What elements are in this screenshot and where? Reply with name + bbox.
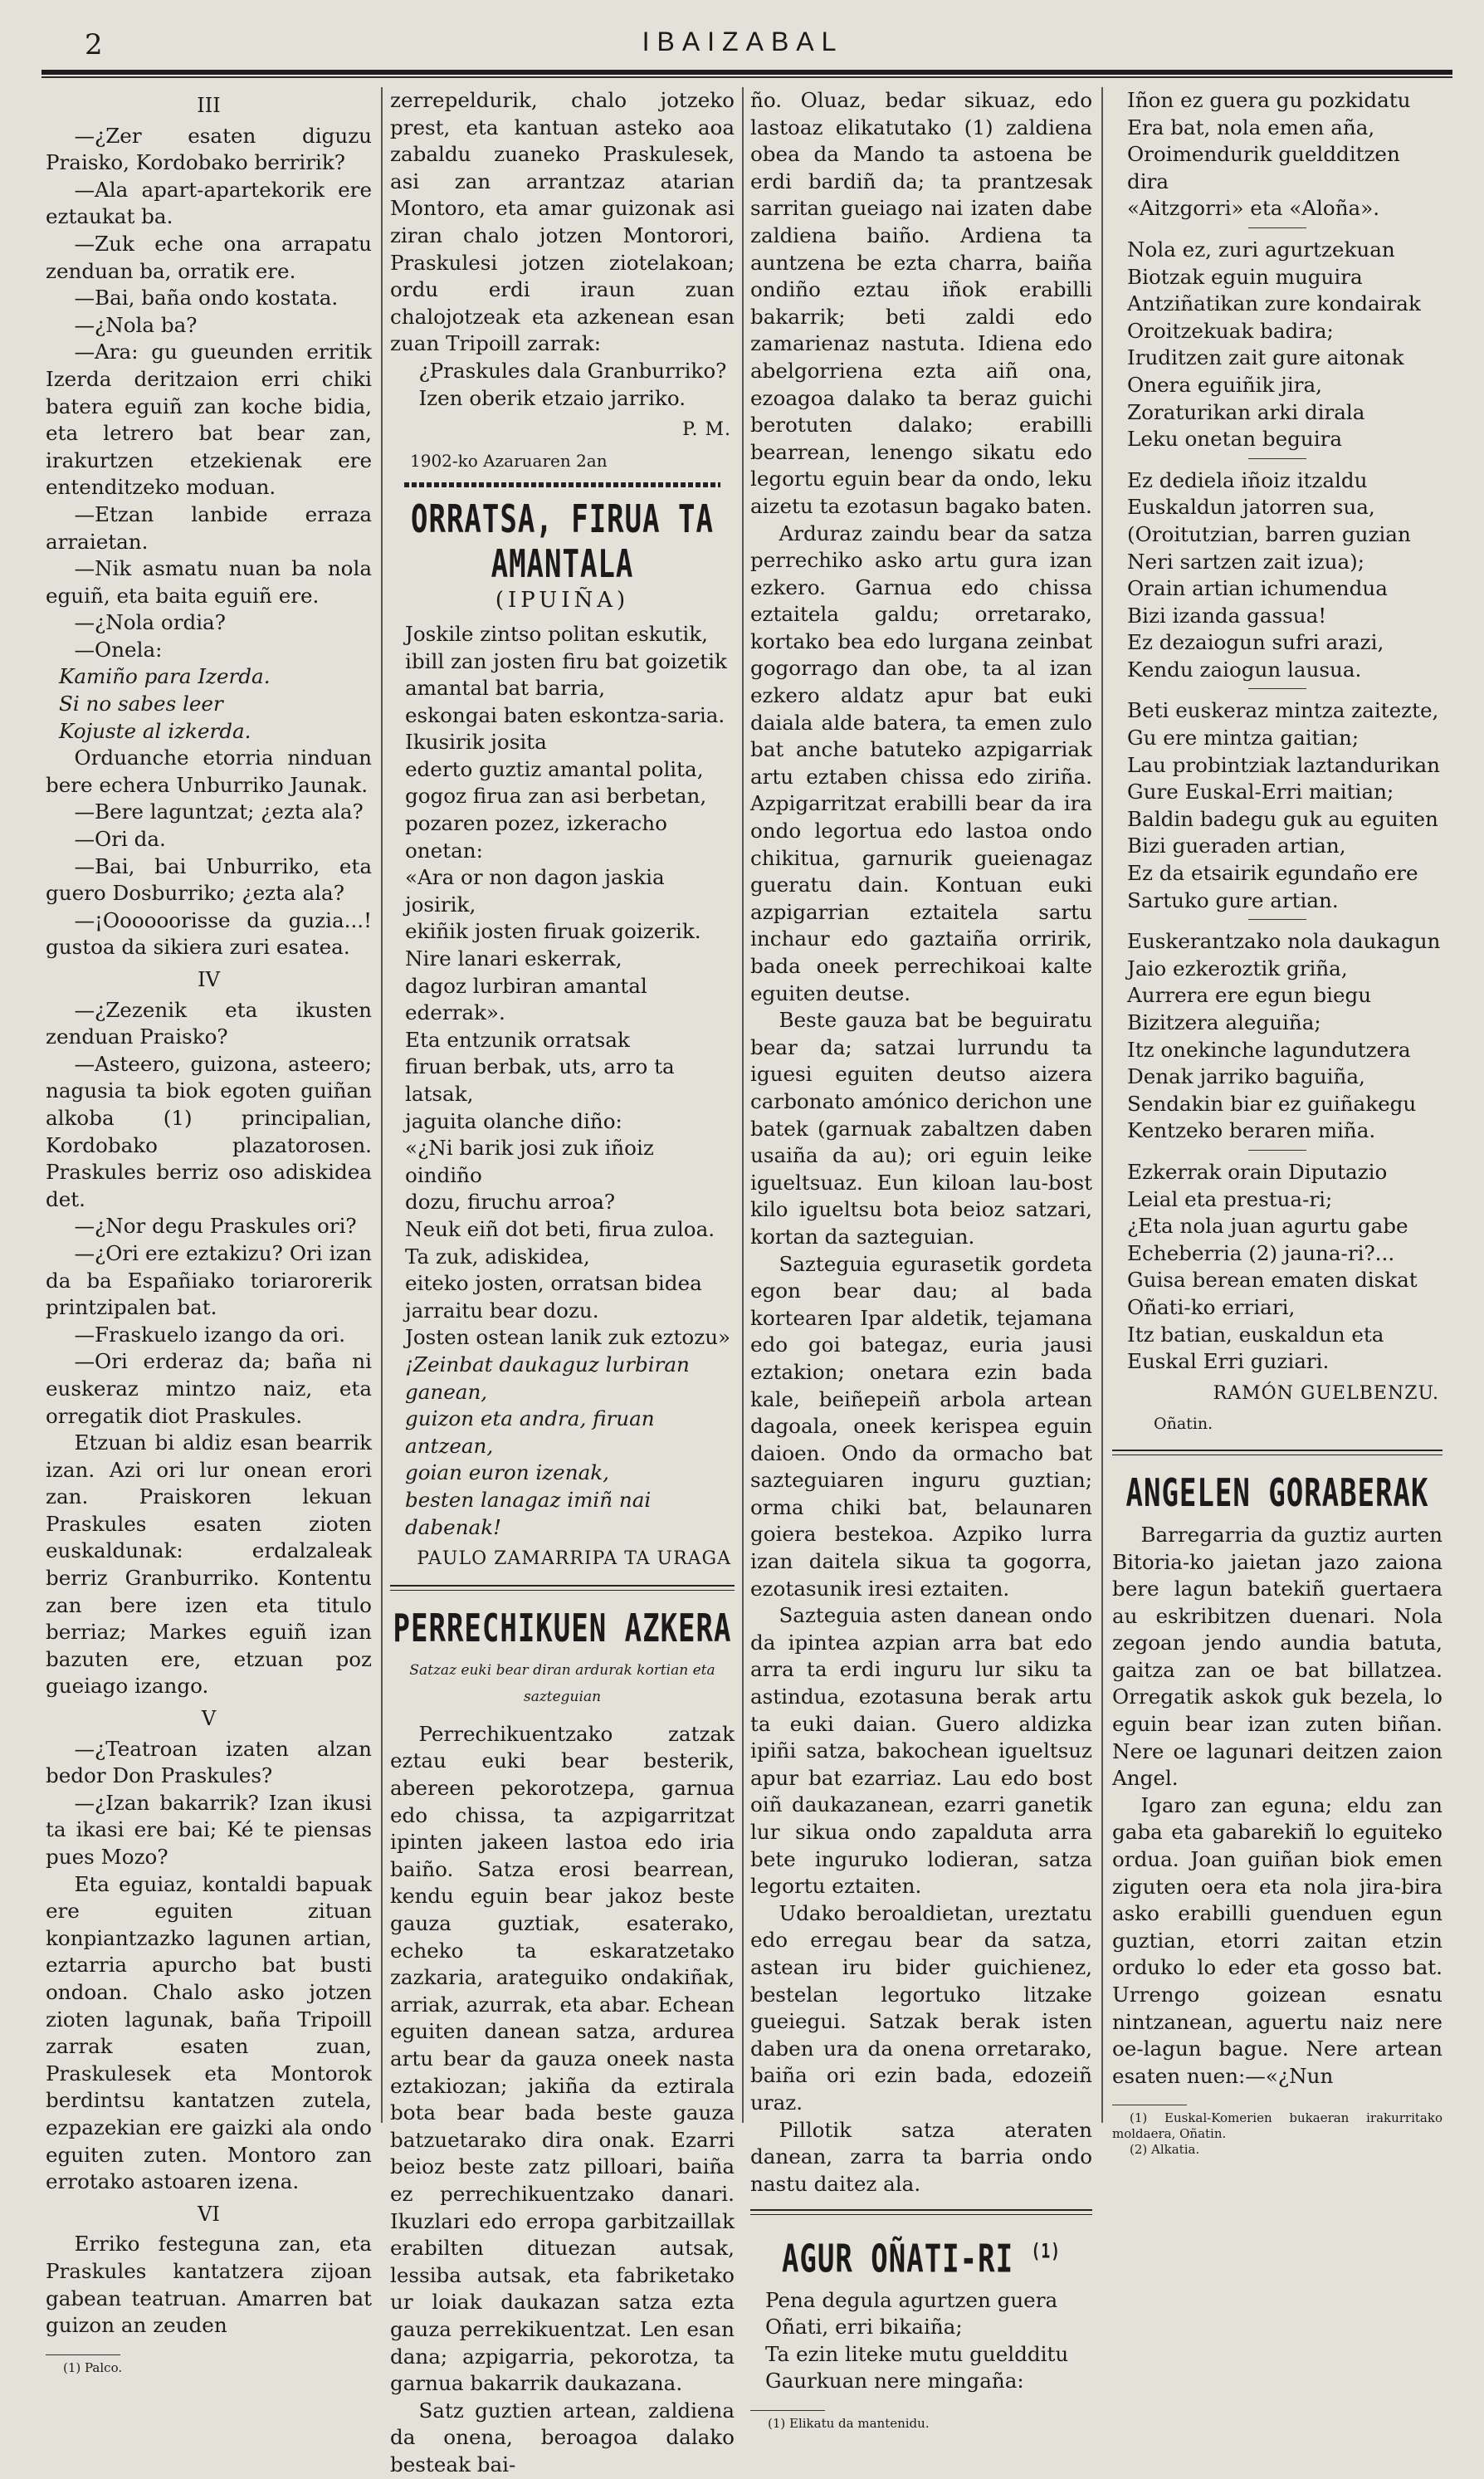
poem-line: Kendu zaiogun lausua. [1127, 657, 1362, 682]
poem-line: Denak jarriko baguiña, [1127, 1064, 1365, 1089]
section-number: III [197, 94, 221, 117]
poem-line: Sendakin biar ez guiñakegu [1127, 1091, 1417, 1116]
column-3 [750, 87, 1092, 2432]
poem-line: Baldin badegu guk au eguiten [1127, 806, 1438, 831]
poem-line: Aurrera ere egun biegu [1127, 983, 1372, 1008]
poem-line: Itz onekinche lagundutzera [1127, 1037, 1411, 1062]
paragraph: —Fraskuelo izango da ori. [74, 1322, 346, 1347]
poem-title [750, 2230, 1092, 2282]
poem-stanza [1112, 237, 1443, 453]
poem-line: (Oroitutzian, barren guzian [1127, 521, 1411, 546]
sign-line: Kojuste al izkerda. [59, 718, 251, 743]
column-divider [1101, 87, 1103, 2123]
verse-line: Izen oberik etzaio jarriko. [418, 385, 686, 410]
poem-line: Neri sartzen zait izua); [1127, 549, 1364, 574]
poem-body [750, 2287, 1092, 2395]
article-title: ANGELEN GORABERAK [1125, 1470, 1429, 1516]
poem-line: «Ara or non dagon jaskia josirik, [405, 865, 665, 917]
poem-author: RAMÓN GUELBENZU. [1213, 1382, 1439, 1404]
poem-line: dagoz lurbiran amantal ederrak». [405, 973, 647, 1025]
date-line: 1902-ko Azaruaren 2an [410, 450, 608, 471]
poem-line: Leial eta prestua-ri; [1127, 1186, 1333, 1211]
footnote: (1) Euskal-Komerien bukaeran irakurritako moldaera, Oñatin. [1112, 2110, 1443, 2142]
section-number: VI [198, 2202, 220, 2226]
dialogue-line: —Bere laguntzat; ¿ezta ala? [74, 799, 364, 824]
place-line: Oñatin. [1154, 1415, 1213, 1434]
paragraph: Arduraz zaindu bear da satza perrechiko asko artu gura izan ezkero. Garnua edo chissa eztaitela galdu; orretarako, kortako bea edo lurgana zeinbat gogorrago dan obe, ta al izan ezkero aldatz apur bat euki daiala alde batera, ta emen zulo bat anche batuteko azpigarriak artu eztaben chissa edo ziriña. Azpigarritzat erabilli bear da ira ondo legortua edo lastoa ondo chikitua, garnurik gueienagaz gueratu dain. Kontuan euki azpigarrian eztaitela sartu inchaur edo gaztaiña orririk, bada oneek perrechikoai kalte eguiten deutse. [750, 521, 1092, 1005]
poem-line: Biotzak eguin muguira [1127, 264, 1363, 289]
paragraph: Pillotik satza ateraten danean, zarra ta barria ondo nastu daitez ala. [750, 2117, 1092, 2196]
poem-line: firuan berbak, uts, arro ta latsak, [405, 1054, 675, 1106]
paragraph: —¿Nor degu Praskules ori? [74, 1214, 357, 1239]
masthead: IBAIZABAL [642, 27, 844, 56]
stanza-separator [1248, 1150, 1306, 1151]
poem-line: Jaio ezkeroztik griña, [1127, 956, 1348, 980]
paragraph: —¿Teatroan izaten alzan bedor Don Praskules? [46, 1736, 372, 1788]
paragraph: —¿Ori ere eztakizu? Ori izan da ba Españiako toriarorerik printzipalen bat. [46, 1240, 372, 1320]
poem-line: Iruditzen zait gure aitonak [1127, 345, 1404, 370]
poem-line: Onera eguiñik jira, [1127, 372, 1322, 397]
dialogue-line: —Zuk eche ona arrapatu zenduan ba, orratik ere. [46, 231, 372, 283]
paragraph: Satz guztien artean, zaldiena da onena, beroagoa dalako besteak bai- [390, 2398, 735, 2477]
paragraph: Udako beroaldietan, ureztatu edo erregau bear da satza, astean iru bider guichienez, bestelan legortuko litzake gueiegui. Satzak berak isten daben ura da onena orretarako, baiña ori ezin bada, edozeiñ uraz. [750, 1900, 1092, 2115]
poem-line: jaguita olanche diño: [405, 1108, 622, 1133]
paragraph: —¿Zezenik eta ikusten zenduan Praisko? [46, 997, 372, 1049]
poem-line: Nola ez, zuri agurtzekuan [1127, 237, 1395, 262]
section-number: IV [198, 968, 220, 991]
poem-line: Itz batian, euskaldun eta [1127, 1322, 1384, 1347]
poem-line: Kentzeko beraren miña. [1127, 1118, 1376, 1143]
section-rule [750, 2209, 1092, 2215]
poem-stanza [1112, 697, 1443, 914]
poem-line: «Aitzgorri» eta «Aloña». [1127, 196, 1380, 221]
poem-line: amantal bat barria, [405, 676, 606, 701]
sign-text [46, 663, 372, 745]
poem-line: Ez da etsairik egundaño ere [1127, 861, 1418, 886]
poem-line: ekiñik josten firuak goizerik. [405, 919, 701, 944]
ornamental-rule [404, 482, 721, 487]
paragraph: Etzuan bi aldiz esan bearrik izan. Azi ori lur onean erori zan. Praiskoren lekuan Praskules esaten zioten euskaldunak: erdalzaleak berriz Granburriko. Kontentu zan bere izen eta titulo berriaz; Markes eguiñ izan bazuten ere, etzuan poz gueiago izango. [46, 1430, 372, 1699]
footnote: (2) Alkatia. [1130, 2142, 1200, 2158]
paragraph: Igaro zan eguna; eldu zan gaba eta gabarekiñ lo eguiteko ordua. Joan guiñan biok emen ziguten oera eta nola jira-bira asko erabilli guenduen egun guztian, etorri zaitan etzin orduko lo eder eta gosso bat. Urrengo goizean esnatu nintzanean, aguertu naiz nere oe-lagun bague. Nere artean esaten nuen:—«¿Nun [1112, 1792, 1443, 2088]
sign-line: Si no sabes leer [59, 692, 223, 716]
poem-title-ref: (1) [1031, 2240, 1062, 2264]
poem-subtitle: (IPUIÑA) [495, 588, 630, 614]
poem-author: PAULO ZAMARRIPA TA URAGA [417, 1548, 731, 1570]
poem-line: Ta zuk, adiskidea, [405, 1244, 590, 1269]
dialogue-line: —¿Zer esaten diguzu Praisko, Kordobako berririk? [46, 123, 372, 175]
dialogue-line: —¿Nola ordia? [74, 610, 226, 635]
paragraph: Erriko festeguna zan, eta Praskules kantatzera zijoan gabean teatruan. Amarren bat guizon an zeuden [46, 2232, 372, 2338]
poem-line: Oñati, erri bikaiña; [765, 2315, 963, 2340]
section-rule [1112, 1450, 1443, 1455]
header-rule [41, 70, 1452, 75]
poem-stanza [1112, 87, 1443, 222]
poem-moral-line: besten lanagaz imiñ nai dabenak! [405, 1487, 652, 1539]
poem-line: Neuk eiñ dot beti, firua zuloa. [405, 1216, 715, 1241]
poem-stanza [1112, 467, 1443, 684]
article-title: PERRECHIKUEN AZKERA [393, 1606, 732, 1651]
page-number: 2 [85, 28, 103, 61]
footnote-rule [46, 2354, 120, 2355]
poem-line: Zoraturikan arki dirala [1127, 399, 1365, 424]
dialogue-line: —Bai, baña ondo kostata. [74, 286, 339, 310]
stanza-separator [1248, 688, 1306, 689]
poem-line: Pena degula agurtzen guera [765, 2287, 1058, 2312]
poem-line: gogoz firua zan asi berbetan, [405, 784, 707, 809]
poem-line: dozu, firuchu arroa? [405, 1190, 616, 1215]
poem-line: Eta entzunik orratsak [405, 1027, 630, 1052]
poem-line: Lau probintziak laztandurikan [1127, 752, 1440, 777]
paragraph: Sazteguia asten danean ondo da ipintea azpian arra bat edo arra ta erdi inguru lur siku ta astindua, ezotasuna berak artu ta euki daian. Guero aldizka ipiñi satza, bakochean igueltsuz apur bat ezarriaz. Lau edo bost oiñ daukazanean, ezarri ganetik lur sikua ondo zapalduta arra bete inguruko lodieran, satza legortu eztaiten. [750, 1603, 1092, 1899]
poem-line: Gu ere mintza gaitian; [1127, 726, 1360, 751]
poem-line: Echeberria (2) jauna-ri?... [1127, 1240, 1395, 1265]
paragraph: Eta eguiaz, kontaldi bapuak ere eguiten zituan konpiantzazko lagunen artian, eztarria apurcho bat busti ondoan. Chalo asko jotzen zioten lagunak, baña Tripoill zarrak esaten zuan, Praskulesek eta Montorok berdintsu kantatzen zutela, ezpazekian ere gaizki ala ondo eguiten zuten. Montoro zan errotako astoaren izena. [46, 1871, 372, 2194]
poem-line: «¿Ni barik josi zuk iñoiz oindiño [405, 1136, 654, 1187]
poem-line: Bizi gueraden artian, [1127, 834, 1346, 858]
poem-title: ORRATSA, FIRUA TA AMANTALA [411, 497, 714, 588]
poem-line: Josten ostean lanik zuk eztozu» [405, 1325, 731, 1350]
poem-line: Nire lanari eskerrak, [405, 946, 622, 971]
poem-line: Antziñatikan zure kondairak [1127, 291, 1421, 316]
verse-line: ¿Praskules dala Granburriko? [418, 358, 727, 383]
poem-line: Ezkerrak orain Diputazio [1127, 1159, 1388, 1184]
sign-line: Kamiño para Izerda. [59, 664, 271, 689]
poem-line: Oroitzekuak badira; [1127, 318, 1334, 343]
poem-stanza [1112, 1159, 1443, 1376]
dialogue-line: —Ori da. [74, 827, 166, 852]
paragraph: Barregarria da guztiz aurten Bitoria-ko jaietan jazo zaiona bere lagun batekiñ guertaera au eskribitzen duenari. Nola zegoan jendo aundia batuta, gaitza zan oe bat billatzea. Orregatik askok guk bezela, lo eguin bear izan zuten biñan. Nere oe lagunari deitzen zaion Angel. [1112, 1522, 1443, 1791]
poem-line: Era bat, nola emen aña, [1127, 115, 1375, 139]
poem-line: Bizitzera aleguiña; [1127, 1010, 1321, 1034]
section-number: V [201, 1707, 217, 1731]
paragraph: ño. Oluaz, bedar sikuaz, edo lastoaz elikatutako (1) zaldiena obea da Mando ta astoena be erdi bardiñ da; ta prantzesak sarritan gueiago nai izaten dabe zaldiena baiño. Ardiena ta auntzena be ezta charra, baiña ondiño eztau iñok erabilli bakarrik; beti zaldi edo zamarienaz nastuta. Idiena edo abelgorriena ezta aiñ ona, ezoagoa dalako ta beraz guichi berotuten dalako; erabilli bearrean, lenengo sikatu edo legortu eguin bear da ondo, leku aizetu ta ezotasun bagako baten. [750, 88, 1092, 518]
stanza-separator [1248, 227, 1306, 228]
poem-moral-line: goian euron izenak, [405, 1460, 609, 1485]
poem-line: Gaurkuan nere mingaña: [765, 2369, 1024, 2393]
dialogue-line: —Nik asmatu nuan ba nola eguiñ, eta baita eguiñ ere. [46, 556, 372, 608]
paragraph: zerrepeldurik, chalo jotzeko prest, eta kantuan asteko aoa zabaldu zuaneko Praskulesek, asi zan arrantzaz atarian Montoro, eta amar guizonak asi ziran chalo jotzen Montorori, Praskulesi jotzen ziotelakoan; ordu erdi iraun zuan chalojotzeak eta azkenean esan zuan Tripoill zarrak: [390, 88, 735, 356]
dialogue-line: —¡Oooooorisse da guzia...! gustoa da sikiera zuri esatea. [46, 907, 372, 960]
poem-line: eskongai baten eskontza-saria. [405, 702, 725, 727]
paragraph: Beste gauza bat be beguiratu bear da; satzai lurrundu ta iguesi eguiten deutso aizera carbonato amónico derichon une batek (garnuak zabaltzen daben usaiña da au); ori eguin leike igueltsuaz. Eun kiloan lau-bost kilo igueltsu bota beioz satzari, kortan da sazteguian. [750, 1008, 1092, 1249]
poem-line: Ez dezaiogun sufri arazi, [1127, 630, 1384, 655]
paragraph: Perrechikuentzako zatzak eztau euki bear besterik, abereen pekorotzepa, garnua edo chissa, ta azpigarritzat ipinten jakeen lastoa edo iria baiño. Satza erosi bearrean, kendu eguin bear jakoz beste gauza guztiak, esaterako, echeko ta eskaratzetako zazkaria, arateguiko ondakiñak, arriak, azurrak, eta abar. Echean eguiten danean satza, ardurea artu bear da gauza oneek nasta eztakiozan; jakiña da eztirala bota bear bada beste gauza batzuetarako dira onak. Ezarri beioz beste zatz pilloari, baiña ez perrechikuentzako danari. Ikuzlari edo erropa garbitzaillak erabilten dituezan autsak, lessiba autsak, eta fabriketako ur loiak daukazan satza ezta gauza perrekikuentzat. Len esan dana; azpigarria, pekorotza, ta garnua bakarrik daukazana. [390, 1721, 735, 2396]
poem-line: ederto guztiz amantal polita, [405, 756, 704, 781]
dialogue-line: —Onela: [74, 637, 163, 662]
paragraph: Orduanche etorria ninduan bere echera Unburriko Jaunak. [46, 746, 372, 797]
poem-line: Iñon ez guera gu pozkidatu [1127, 88, 1411, 112]
poem-moral-line: guizon eta andra, firuan antzean, [405, 1406, 655, 1458]
dialogue-line: —Ara: gu gueunden erritik Izerda deritzaion erri chiki batera eguiñ zan koche bidia, eta letrero bat bear zan, irakurtzen etzekienak ere entenditzeko moduan. [46, 340, 372, 500]
poem-line: Bizi izanda gassua! [1127, 603, 1327, 628]
poem-line: Ikusirik josita [405, 730, 547, 755]
dialogue-line: —¿Nola ba? [74, 312, 198, 337]
column-4 [1112, 87, 1443, 2158]
stanza-separator [1248, 458, 1306, 459]
poem-stanza [1112, 928, 1443, 1145]
page-header [33, 20, 1452, 73]
poem-line: Sartuko gure artian. [1127, 887, 1339, 912]
paragraph: —¿Izan bakarrik? Izan ikusi ta ikasi ere bai; Ké te piensas pues Mozo? [46, 1790, 372, 1869]
footnote-rule [750, 2410, 825, 2411]
poem-line: Oñati-ko erriari, [1127, 1294, 1296, 1319]
poem-body [390, 621, 735, 1541]
poem-line: Euskaldun jatorren sua, [1127, 495, 1375, 520]
dialogue-line: —Bai, bai Unburriko, eta guero Dosburriko; ¿ezta ala? [46, 853, 372, 906]
paragraph: —Ori erderaz da; baña ni euskeraz mintzo naiz, eta orregatik diot Praskules. [46, 1349, 372, 1428]
header-rule-thin [41, 76, 1452, 78]
author-initials: P. M. [682, 419, 731, 441]
poem-line: eiteko josten, orratsan bidea [405, 1271, 702, 1296]
column-1 [46, 87, 372, 2375]
poem-line: Beti euskeraz mintza zaitezte, [1127, 698, 1439, 723]
poem-line: Orain artian ichumendua [1127, 576, 1388, 601]
column-2 [390, 87, 735, 2477]
poem-line: jarraitu bear dozu. [405, 1298, 599, 1323]
poem-line: Leku onetan beguira [1127, 427, 1343, 452]
column-divider [742, 87, 744, 2123]
dialogue-line: —Ala apart-apartekorik ere eztaukat ba. [46, 177, 372, 229]
poem-line: pozaren pozez, izkeracho onetan: [405, 811, 667, 863]
poem-line: Gure Euskal-Erri maitian; [1127, 780, 1394, 804]
poem-line: Euskerantzako nola daukagun [1127, 929, 1441, 954]
poem-line: Oroimendurik gueldditzen dira [1127, 142, 1400, 193]
article-subtitle: Satzaz euki bear diran ardurak kortian eta sazteguian [409, 1661, 715, 1706]
stanza-separator [1248, 919, 1306, 920]
poem-line: Ez dediela iñoiz itzaldu [1127, 467, 1368, 492]
poem-line: Joskile zintso politan eskutik, [405, 621, 708, 646]
poem-line: ¿Eta nola juan agurtu gabe [1127, 1214, 1408, 1239]
column-divider [381, 87, 383, 2123]
paragraph: —Asteero, guizona, asteero; nagusia ta biok egoten guiñan alkoba (1) principalian, Kordobako plazatorosen. Praskules berriz oso adiskidea det. [46, 1051, 372, 1211]
footnote: (1) Elikatu da mantenidu. [768, 2416, 930, 2432]
poem-line: Guisa berean ematen diskat [1127, 1268, 1418, 1293]
poem-line: Euskal Erri guziari. [1127, 1349, 1330, 1374]
section-rule [390, 1585, 735, 1591]
dialogue-line: —Etzan lanbide erraza arraietan. [46, 501, 372, 554]
paragraph: Sazteguia egurasetik gordeta egon bear dau; al bada kortearen Ipar aldetik, tejamana edo goi bategaz, euria jausi eztakion; onetara ezin bada kale, beiñepeiñ arbola artean dagoala, oneek kerispea eguin daioen. Ondo da ormacho bat sazteguiaren inguru guztian; orma chiki bat, belaunaren goiera bestekoa. Azpiko lurra izan daitela sikua ta gogorra, ezotasunik iresi eztaiten. [750, 1251, 1092, 1601]
poem-line: Ta ezin liteke mutu gueldditu [765, 2341, 1069, 2366]
footnote: (1) Palco. [63, 2359, 123, 2375]
poem-title-text: AGUR OÑATI-RI [781, 2237, 1014, 2282]
poem-line: ibill zan josten firu bat goizetik [405, 648, 727, 673]
poem-moral-line: ¡Zeinbat daukaguz lurbiran ganean, [405, 1352, 690, 1404]
